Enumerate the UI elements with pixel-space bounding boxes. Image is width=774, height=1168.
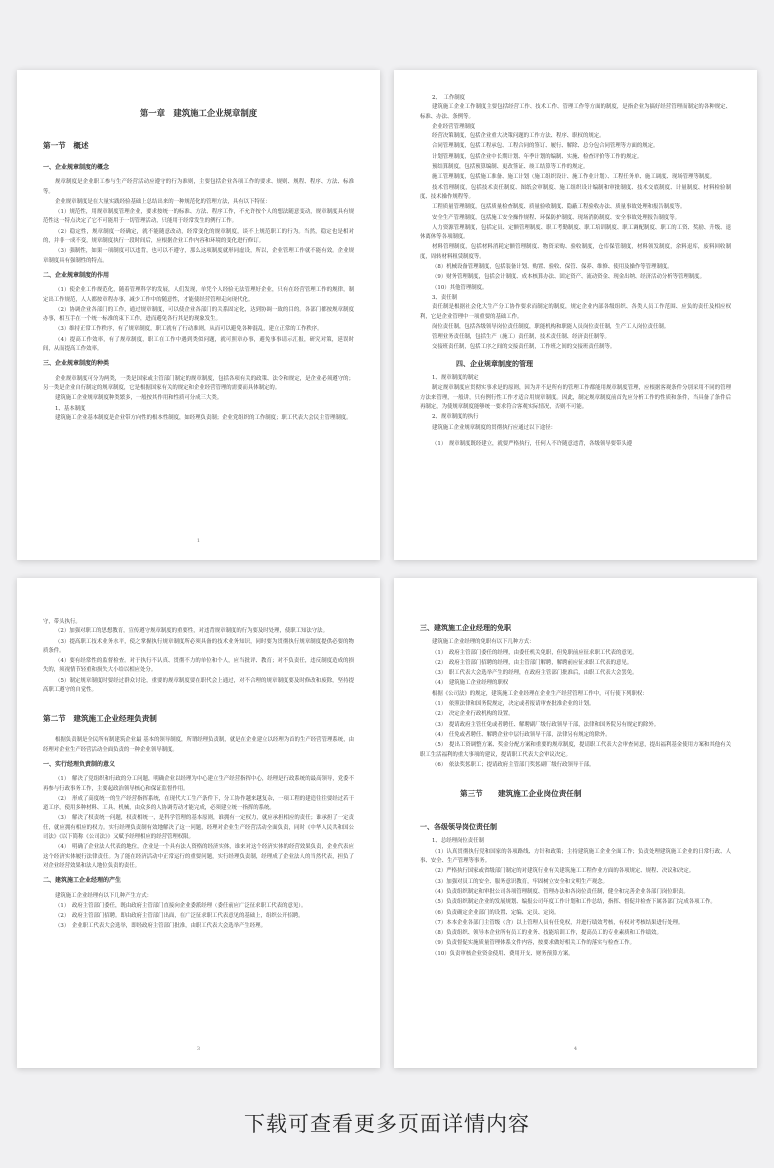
paragraph: （3） 企业职工代表大会选举，即经政府主管部门批准，由职工代表大会选举产生经理。	[55, 923, 266, 930]
paragraph: （9）财务管理制度，包括会计制度、成本核算办法、固定资产、流动资金、现金出纳、经济活动分析等管理制度。	[432, 274, 705, 281]
paragraph: （2） 政府主管部门招聘的经理，由主管部门解聘，解聘前应征求职工代表的意见。	[432, 659, 633, 666]
document-page-3	[17, 578, 380, 1068]
heading: 三、建筑施工企业经理的免职	[420, 623, 511, 632]
list-item: 2、 工作制度	[432, 95, 466, 101]
page-number: 1	[196, 537, 201, 544]
document-page-1	[17, 70, 380, 560]
heading: 一、各级领导岗位责任制	[420, 822, 497, 832]
paragraph: 企业规章制度可分为两类，一类是国家或主管部门制定的规章制度，包括各项有关的政策、法令和规定，是企业必须遵守的；另一类是企业自行制定的规章制度，它是根据国家有关的规定和企业经营管理的需要而具体制定的。	[43, 375, 354, 391]
paragraph: 技术管理制度，包括技术责任制度、图纸会审制度、施工组织设计编制和审批制度、技术交底制度、计量制度、材料检验制度、技术操作规程等。	[420, 184, 731, 200]
paragraph: （2）严格执行国家或省级部门制定的对建筑行业有关建筑施工工程作业方面的各项规定、规程、决议和决定。	[432, 868, 695, 875]
paragraph: 根据负责制是全民所有制建筑企业最 基本的领导制度，所谓经理负责制，就是在企业建立以经理为首的生产经营管理系统，由经理对企业生产经营活动全面负责的一种企业领导制度。	[43, 737, 354, 753]
paragraph: （1） 依照法律和国务院规定，决定或者报请审查批准企业的计划。	[432, 701, 595, 708]
heading: 一、实行经理负责制的意义	[43, 760, 116, 768]
paragraph: 2、规章制度的执行	[432, 414, 479, 421]
paragraph: （6） 依法奖惩职工；提请政府主管部门奖惩副厂级行政领导干部。	[432, 761, 595, 768]
paragraph: 材料管理制度，包括材料消耗定额管理制度、物资采购、验收制度，仓库保管制度，材料领发制度，余料退库，废料回收制度，周转材料租赁制度等。	[420, 244, 731, 260]
heading: 三、企业规章制度的种类	[43, 360, 110, 368]
paragraph: （4）提高工作效率，有了规章制度，职工在工作中遇到类似问题，就可照章办事，避免事事请示汇报，研究对策，延误时间，从而提高工作效率。	[43, 336, 354, 353]
paragraph: （2） 政府主管部门招聘。即由政府主管部门出面，在广泛征求职工代表意见的基础上，组织公开招聘。	[55, 913, 304, 920]
paragraph: 安全生产管理制度，包括施工安全操作规程、环保防护制度、现场消防制度、安全事故处理报告制度等。	[432, 214, 680, 221]
chapter-title: 第一章 建筑施工企业规章制度	[139, 108, 258, 118]
paragraph: 工程质量管理制度，包括质量检查制度、质量验收制度、隐蔽工程验收办法、质量事故处理和报告制度等。	[432, 204, 686, 211]
paragraph: （1） 规章制度既经建立，就要严格执行，任何人不许随意违背，各级领导要带头遵	[432, 440, 633, 447]
heading: 二、企业规章制度的作用	[43, 271, 110, 279]
paragraph: （1） 政府主管部门委任的经理，由委任机关免职，但免职前应征求职工代表的意见。	[432, 649, 638, 656]
paragraph: （3）强制性，如果一项制度可以违背，也可以不遵守，那么这项制度就形同虚设，所以，企业管理工作就不能有效。企业规章制度具有强制性的特点。	[43, 248, 354, 264]
paragraph: 根据《公司法》的规定，建筑施工企业经理在企业生产经营管理工作中，可行使下列职权：	[432, 690, 648, 697]
heading: 二、建筑施工企业经理的产生	[43, 877, 122, 885]
paragraph: 计划管理制度，包括企业中长期计划、年季计划的编制、实施、检查评价等工作的规定。	[432, 153, 643, 160]
list-item: 企业经营管理制度	[432, 123, 476, 130]
paragraph: （5）制定规章制度时要经过群众讨论，重要的规章制度要在职代会上通过，对不合理的规章制度要及时修改和废除，坚持提高职工遵守的自觉性。	[43, 677, 354, 694]
paragraph: （3）维持正常工作秩序，有了规章制度，职工就有了行动准则，从而可以避免各种混乱，建立正常的工作秩序。	[55, 326, 323, 333]
section-title: 第三节 建筑施工企业岗位责任制	[460, 789, 582, 799]
download-prompt-text[interactable]: 下载可查看更多页面详情内容	[244, 1112, 530, 1136]
paragraph: （10）负责审核企业资金使用、费用开支、财务预算方案。	[432, 950, 574, 957]
paragraph: （4） 建筑施工企业经理的职权	[432, 680, 509, 687]
paragraph: 规章制度是企业职工参与生产经营活动应遵守的行为准则，主要包括企业各项工作的要求、规则、规程、程序、方法、标准等。	[43, 179, 354, 195]
paragraph: （8）机械设备管理制度，包括装备计划、购置、验收、保管、保养、维修、使用及操作等管理制度。	[432, 264, 673, 271]
paragraph: （4）要有经常性的监督检查。对于执行不认真、贯彻不力的单位和个人，应当批评、教育；对不负责任，违反制度造成的损失的，须视情节轻重和损失大小给以相应处分。	[43, 658, 354, 674]
paragraph: 岗位责任制，包括各级领导岗位责任制度，职能机构和职能人员岗位责任制，生产工人岗位责任制。	[432, 323, 670, 330]
paragraph: （2）稳定性，规章制度一经确定，就不能随意改动，经常变化的规章制度，谈不上规范职工的行为。当然，稳定也是相对的，并非一成不变，规章制度执行一段时间后，应根据企业工作内容和环境的变化进行修订。	[43, 228, 354, 245]
paragraph: 守，带头执行。	[43, 619, 81, 625]
paragraph: （3）提高职工技术业务水平，使之掌握执行规章制度所必须具备的技术业务知识，同时要为贯彻执行规章制度提供必要的物质条件。	[43, 638, 354, 654]
paragraph: 建筑施工企业经理的免职有以下几种方式：	[432, 639, 535, 646]
paragraph: 制定规章制度应贯彻实事求是的原则，因为并不是所有的管理工作都能用规章制度管理，应根据客观条件分别采用不同的管理方法来管理，一般讲，只有例行性工作才适合用规章制度。因此，制定规章制度前首先应分析工作的性质和条件，当具备了条件后再制定，为使规章制度能够统一要求符合客观实际情况，否则不可能。	[420, 385, 731, 410]
section-title: 第二节 建筑施工企业经理负责制	[43, 714, 157, 724]
heading: 四、企业规章制度的管理	[456, 358, 533, 368]
paragraph: 1、规章制度的制定	[432, 375, 479, 382]
heading: 一、企业规章制度的概念	[43, 164, 110, 171]
paragraph: （2）协调企业各部门的工作，通过规章制度，可以使企业各部门的关系固定化，达到协调一致的目的。各部门都按规章制度办事，相互手在一个统一标准的束下工作，进而避免各行其是的现象发生。	[43, 306, 354, 323]
paragraph: （4） 明确了企业法人代表的地位，企业是一个具有法人资格的经济实体，谁来对这个经济实体的经营效果负责，企业代表应这个经济实体履行法律责任。为了能在经济活动中正常运行的重要问题，实行经理负责制，经理成了企业法人的当然代表，担负了对企业经营效果和法人地位负责的责任。	[43, 844, 354, 869]
paragraph: （6）负责确定企业部门的设置、定编、定员、定岗。	[432, 909, 560, 916]
paragraph: （1）认真贯彻执行党和国家的各项路线、方针和政策；主持建筑施工企业全面工作；负责处理建筑施工企业的日常行政、人事、安全、生产管理等事务。	[420, 848, 731, 865]
document-page-4	[394, 578, 757, 1068]
paragraph: 交接班责任制，包括工序之间的交接责任制，工作班之间的交接班责任制等。	[432, 344, 616, 351]
paragraph: （4） 任免或者聘任、解聘企业中层行政领导干部，法律另有规定的除外。	[432, 731, 611, 738]
paragraph: 合同管理制度，包括工程承包、工程合同的签订、履行、解除、总分包合同管理等方面的规定。	[432, 143, 659, 150]
paragraph: （1） 解决了党组织和行政的分工问题，明确企业以经理为中心建立生产经营指挥中心，经理是行政系统的最高领导，党委不再参与行政事务工作，主要起政治领导核心和保证监督作用。	[43, 776, 354, 792]
paragraph: （1） 政府主管部门委任，既由政府主管部门直接向企业委派经理（委任前应广泛征求职工代表的意见）。	[55, 902, 307, 909]
paragraph: 施工管理制度，包括施工准备、施工计划（施工组织设计、施工作业计划）、工程任务单、施工调度、现场管理等制度。	[432, 174, 716, 181]
page-number: 4	[573, 1045, 578, 1052]
paragraph: 建筑施工企业工作制度主要包括经营工作、技术工作、管理工作等方面的制度，是指企业为搞好经营管理而制定的各种规定、标准、办法、条例等。	[420, 104, 731, 120]
paragraph: （10）其他管理制度。	[432, 284, 488, 291]
paragraph: （1）使企业工作规范化，随着管理科学的发展，人们发现，单凭个人经验无法管理好企业，只有在经营管理工作的规律，制定出工作规范，人人都按章程办事，减少工作中的随意性，才能使经营管理走向现代化。	[43, 287, 354, 303]
paragraph: （5） 提出工资调整方案、奖金分配方案和重要的规章制度，提请职工代表大会审查同意，提出福利基金使用方案和其他有关职工生活福利的重大事项的建议，提请职工代表大会审议决定。	[420, 742, 731, 758]
section-title: 第一节 概述	[43, 141, 89, 150]
paragraph: （2） 形成了高度统一的生产经营指挥系统，在现代大工生产条件下，分工协作越来越复杂，一项工程的建造往往要经过若干道工序，使用多种材料、工具、机械，由众多的人协调劳动才能完成，必须建立统一指挥的系统。	[43, 795, 354, 812]
paragraph: （2）加强对职工的思想教育，宣传遵守规章制度的重要性，对违背规章制度的行为要及时处理，使职工知法守法。	[55, 628, 328, 635]
paragraph: （2） 决定企业行政机构的设置。	[432, 711, 514, 718]
paragraph: 建筑施工企业经理有以下几种产生方式：	[55, 892, 153, 899]
paragraph: （1）规范性，用规章制度管理企业，要求按统一的标准、方法、程序工作，不允许按个人的想法随意变动，规章制度具有规范性这一特点决定了它不可能用于一切管理活动，只能用于经常发生的例行工作。	[43, 209, 354, 225]
paragraph: 建筑施工企业规章制度的贯彻执行应通过以下途径：	[432, 424, 556, 431]
paragraph: （8）负责组织、领导本企业所有员工的业务、技能培训工作，提高员工的专业素质和工作绩效。	[432, 930, 662, 937]
paragraph: 预结算制度，包括预算编制、更改签证、竣工结算等工作的规定。	[432, 164, 589, 171]
paragraph: （5）负责组织制定企业的发展规划、编报公司年度工作计划和工作总结，指挥、督促并检查下属各部门完成各项工作。	[432, 899, 716, 906]
paragraph: （4）负责组织制定和审批公司各项管理制度、管理办法和各岗位责任制，健全和完善企业各部门岗位职责。	[432, 888, 689, 895]
paragraph: （3） 职工代表大会选举产生的经理，在政府主管部门批准后，由职工代表大会罢免。	[432, 670, 638, 677]
paragraph: （3） 解决了权责统一问题，权责相统一，是科学管理的基本原则，谁拥有一定权力，就应承担相应的责任；谁承担了一定责任，就应拥有相应的权力。实行经理负责制有效地解决了这一问题，经理对企业生产经营活动全面负责，同时《中华人民共和国公司法》《以下简称《公司法》》又赋予经理相应的经营管理权限。	[43, 815, 354, 841]
paragraph: （3）加强对员工的安全、服务意识教育，牢固树立安全和文明生产观念。	[432, 878, 608, 885]
paragraph: （3） 提请政府主管任免或者聘任、解聘副厂级行政领导干部，法律和国务院另有规定的除外。	[432, 721, 660, 728]
paragraph: 建筑施工企业基本制度是企业带方向性的根本性制度，如经理负责制；企业党组织的工作制度；职工代表大会民主管理制度。	[55, 414, 352, 421]
document-page-2	[394, 70, 757, 560]
paragraph: 1、总经理岗位责任制	[432, 838, 484, 845]
paragraph: 经营决策制度，包括企业重大决策问题的工作方法、程序、职权的规定。	[432, 133, 605, 140]
paragraph: 责任制是根据社会化大生产分工协作要求而制定的制度，规定企业内部各级组织、各类人员工作范围、应负的责任及相应权利，它是企业管理中一项重要的基础工作。	[420, 304, 731, 320]
paragraph: 建筑施工企业规章制度种类繁多，一般按其作用和性质可分成三大类。	[55, 395, 223, 402]
paragraph: 1、基本制度	[55, 405, 86, 412]
paragraph: 管理业务责任制，包括生产（施工）责任制，技术责任制、经济责任制等。	[432, 334, 610, 341]
paragraph: （7）本本企业各部门主管级（含）以上管理人员有任免权，并进行绩效考核，有权对考核结果进行处理。	[432, 919, 684, 926]
paragraph: 企业规章制度是在大量实践经验基础上总结出来的一种规范化的管理方法，具有以下特征：	[55, 198, 271, 205]
list-item: 3、责任制	[432, 294, 457, 301]
paragraph: （9）负责督促实施质量管理体系文件内容，按要求做好相关工作的落实与检查工作。	[432, 940, 635, 947]
page-number: 3	[196, 1045, 201, 1052]
paragraph: 人力资源管理制度，包括定员、定额管理制度、职工考勤制度、职工培训制度、职工调配制度、职工的工资、奖励、升级、退休离休等各项制度。	[420, 224, 731, 241]
